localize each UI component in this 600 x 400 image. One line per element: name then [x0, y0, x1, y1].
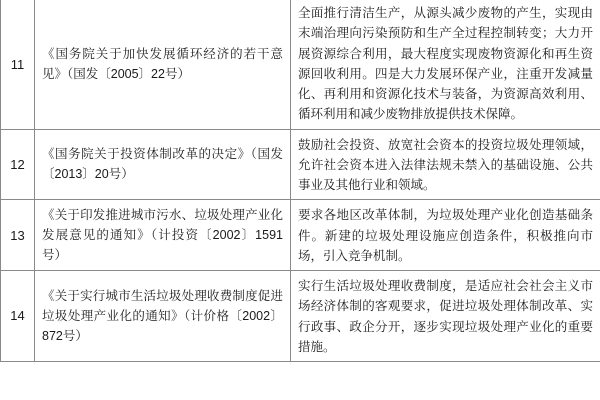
table-row: [1, 129, 600, 200]
table-row: [1, 0, 600, 129]
row-number: 11: [1, 0, 35, 129]
row-number: 12: [1, 129, 35, 200]
document-title: 《关于印发推进城市污水、垃圾处理产业化发展意见的通知》（计投资〔2002〕1591号）: [35, 200, 291, 271]
document-title: 《关于实行城市生活垃圾处理收费制度促进垃圾处理产业化的通知》（计价格〔2002〕872号）: [35, 271, 291, 362]
document-content: 鼓励社会投资、放宽社会资本的投资垃圾处理领域，允许社会资本进入法律法规未禁入的基础设施、公共事业及其他行业和领域。: [291, 129, 600, 200]
table-row: [1, 200, 600, 271]
document-title: 《国务院关于投资体制改革的决定》（国发〔2013〕20号）: [35, 129, 291, 200]
table-row: [1, 271, 600, 362]
document-title: 《国务院关于加快发展循环经济的若干意见》（国发〔2005〕22号）: [35, 0, 291, 129]
row-number: 13: [1, 200, 35, 271]
document-content: 全面推行清洁生产，从源头减少废物的产生，实现由末端治理向污染预防和生产全过程控制转变；大力开展资源综合利用，最大程度实现废物资源化和再生资源回收利用。四是大力发展环保产业，注重开发减量化、再利用和资源化技术与装备，为资源高效利用、循环利用和减少废物排放提供技术保障。: [291, 0, 600, 129]
row-number: 14: [1, 271, 35, 362]
document-content: 实行生活垃圾处理收费制度，是适应社会社会主义市场经济体制的客观要求，促进垃圾处理体制改革、实行政事、政企分开，逐步实现垃圾处理产业化的重要措施。: [291, 271, 600, 362]
document-content: 要求各地区改革体制，为垃圾处理产业化创造基础条件。新建的垃圾处理设施应创造条件，积极推向市场，引入竞争机制。: [291, 200, 600, 271]
